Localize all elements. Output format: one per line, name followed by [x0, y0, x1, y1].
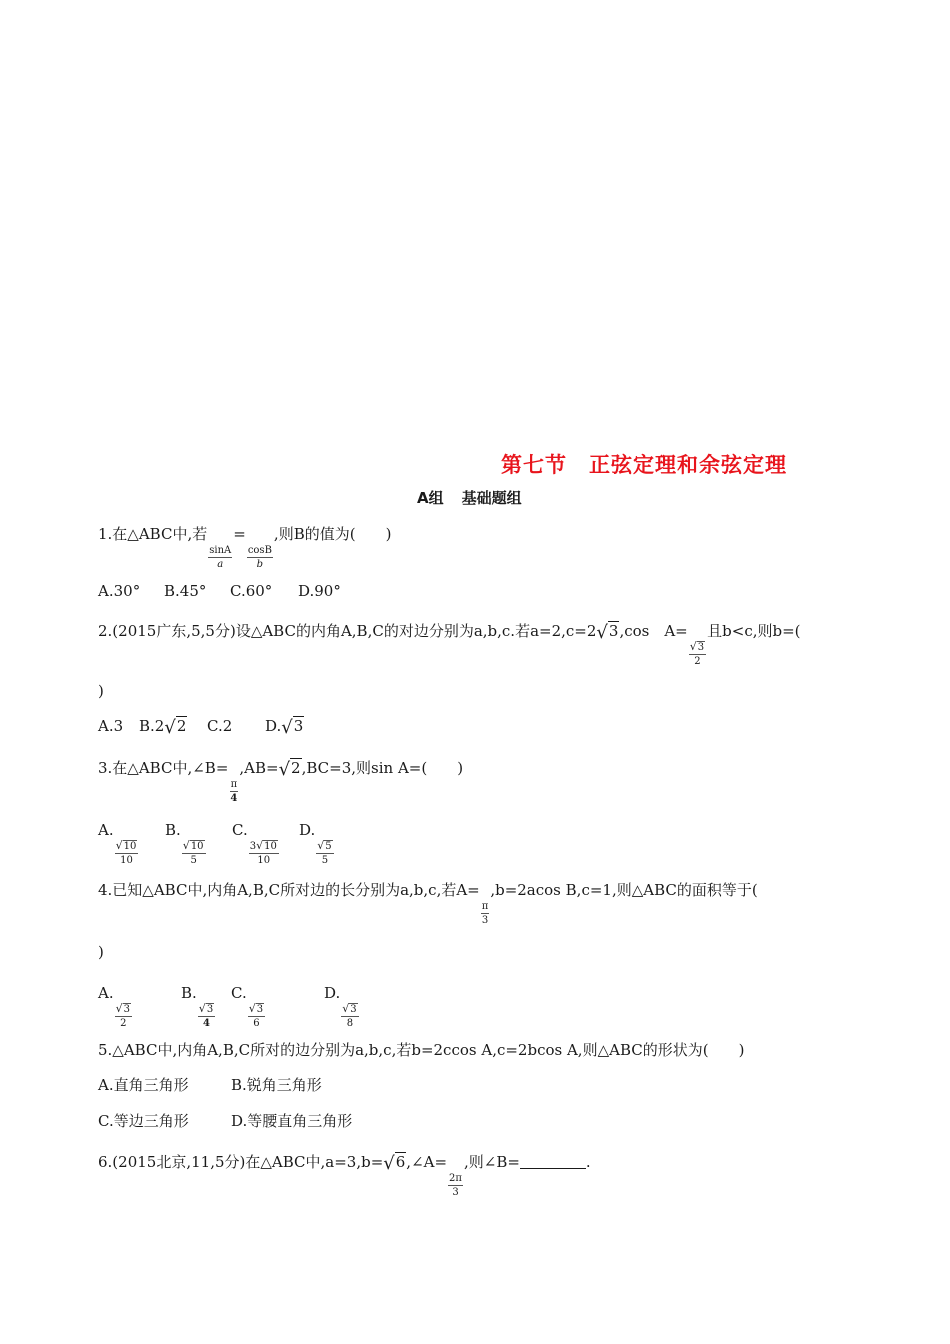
q5-option-b: B.锐角三角形: [231, 1076, 322, 1094]
q1-option-c: C.60°: [230, 582, 273, 600]
q4-fraction: $\frac{\pi}{3}$: [481, 901, 489, 926]
q2-options: [98, 716, 304, 738]
q5-option-d: D.等腰直角三角形: [231, 1112, 353, 1130]
q4-prefix: 4.已知△ABC中,内角A,B,C所对边的长分别为a,b,c,若A=: [98, 881, 480, 899]
group-label: A组: [417, 489, 444, 507]
q1-option-d: D.90°: [298, 582, 341, 600]
q2-mid: ,cos A=: [619, 622, 688, 640]
q6-end: .: [585, 1153, 591, 1171]
q1-prefix: 1.在△ABC中,若: [98, 525, 208, 543]
q1-option-b: B.45°: [164, 582, 207, 600]
q3-option-d: D. $\frac{√5}{5}$: [299, 821, 332, 866]
q4-option-a: A. $\frac{√3}{2}$: [98, 984, 130, 1029]
q2-prefix: 2.(2015广东,5,5分)设△ABC的内角A,B,C的对边分别为a,b,c.若a=2,c=2: [98, 622, 597, 640]
question-4: [98, 880, 758, 927]
section-number: 第七节: [501, 453, 567, 477]
q3-option-c: C. $\frac{3√10}{10}$: [232, 821, 277, 866]
q1-f2-den: b: [256, 559, 264, 570]
question-2: [98, 621, 801, 668]
q4-option-c: C. $\frac{√3}{6}$: [231, 984, 264, 1029]
q5-option-c: C.等边三角形: [98, 1112, 189, 1130]
q2-option-a: A.3: [98, 717, 124, 735]
q3-suffix: ,BC=3,则sin A=( ): [301, 759, 464, 777]
q5-options-row-2: [98, 1111, 352, 1131]
q4-close: ): [98, 943, 104, 961]
q6-suffix: ,则∠B=: [463, 1153, 520, 1171]
q1-f1-num: sinA: [209, 545, 232, 556]
q1-options: [98, 581, 341, 601]
q2-suffix: 且b<c,则b=(: [707, 622, 801, 640]
q2-close: ): [98, 682, 104, 700]
q1-f2-num: cosB: [247, 545, 272, 556]
q1-fraction-1: [208, 544, 232, 571]
q3-option-a: A. $\frac{√10}{10}$: [98, 821, 137, 866]
q2-option-d: D.√3: [265, 717, 304, 738]
question-5: 5.△ABC中,内角A,B,C所对的边分别为a,b,c,若b=2ccos A,c=2bcos A,则△ABC的形状为( ): [98, 1041, 745, 1059]
q6-mid: ,∠A=: [406, 1153, 448, 1171]
q1-eq: =: [233, 525, 246, 543]
q1-f1-den: a: [217, 559, 224, 570]
q4-options: [98, 983, 360, 1030]
q3-mid: ,AB=: [239, 759, 279, 777]
q6-fraction: $\frac{2\pi}{3}$: [449, 1173, 462, 1198]
q1-suffix: ,则B的值为( ): [273, 525, 392, 543]
q1-option-a: A.30°: [98, 582, 141, 600]
q1-fraction-2: [247, 544, 273, 571]
q4-option-d: D. $\frac{√3}{8}$: [324, 984, 357, 1029]
q6-radical: √6: [383, 1153, 406, 1174]
q3-fraction: $\frac{\pi}{4}$: [230, 779, 238, 804]
q4-suffix: ,b=2acos B,c=1,则△ABC的面积等于(: [490, 881, 758, 899]
group-heading: [417, 487, 522, 508]
q3-radical: √2: [278, 759, 301, 780]
q2-option-c: C.2: [207, 717, 233, 735]
group-name: 基础题组: [461, 489, 522, 507]
q3-option-b: B. $\frac{√10}{5}$: [165, 821, 204, 866]
section-name: 正弦定理和余弦定理: [589, 453, 787, 477]
q3-options: [98, 820, 335, 867]
q3-prefix: 3.在△ABC中,∠B=: [98, 759, 229, 777]
question-1: [98, 524, 391, 571]
answer-blank[interactable]: [520, 1154, 586, 1169]
q2-option-b: B.2√2: [139, 717, 187, 738]
q2-fraction: $\frac{√3}{2}$: [689, 640, 705, 667]
section-title: [501, 449, 787, 479]
q4-option-b: B. $\frac{√3}{4}$: [181, 984, 214, 1029]
q5-options-row-1: [98, 1075, 322, 1095]
q5-option-a: A.直角三角形: [98, 1076, 189, 1094]
q6-prefix: 6.(2015北京,11,5分)在△ABC中,a=3,b=: [98, 1153, 384, 1171]
question-3: [98, 758, 463, 805]
q2-radical: √3: [596, 622, 619, 643]
question-6: [98, 1152, 591, 1199]
